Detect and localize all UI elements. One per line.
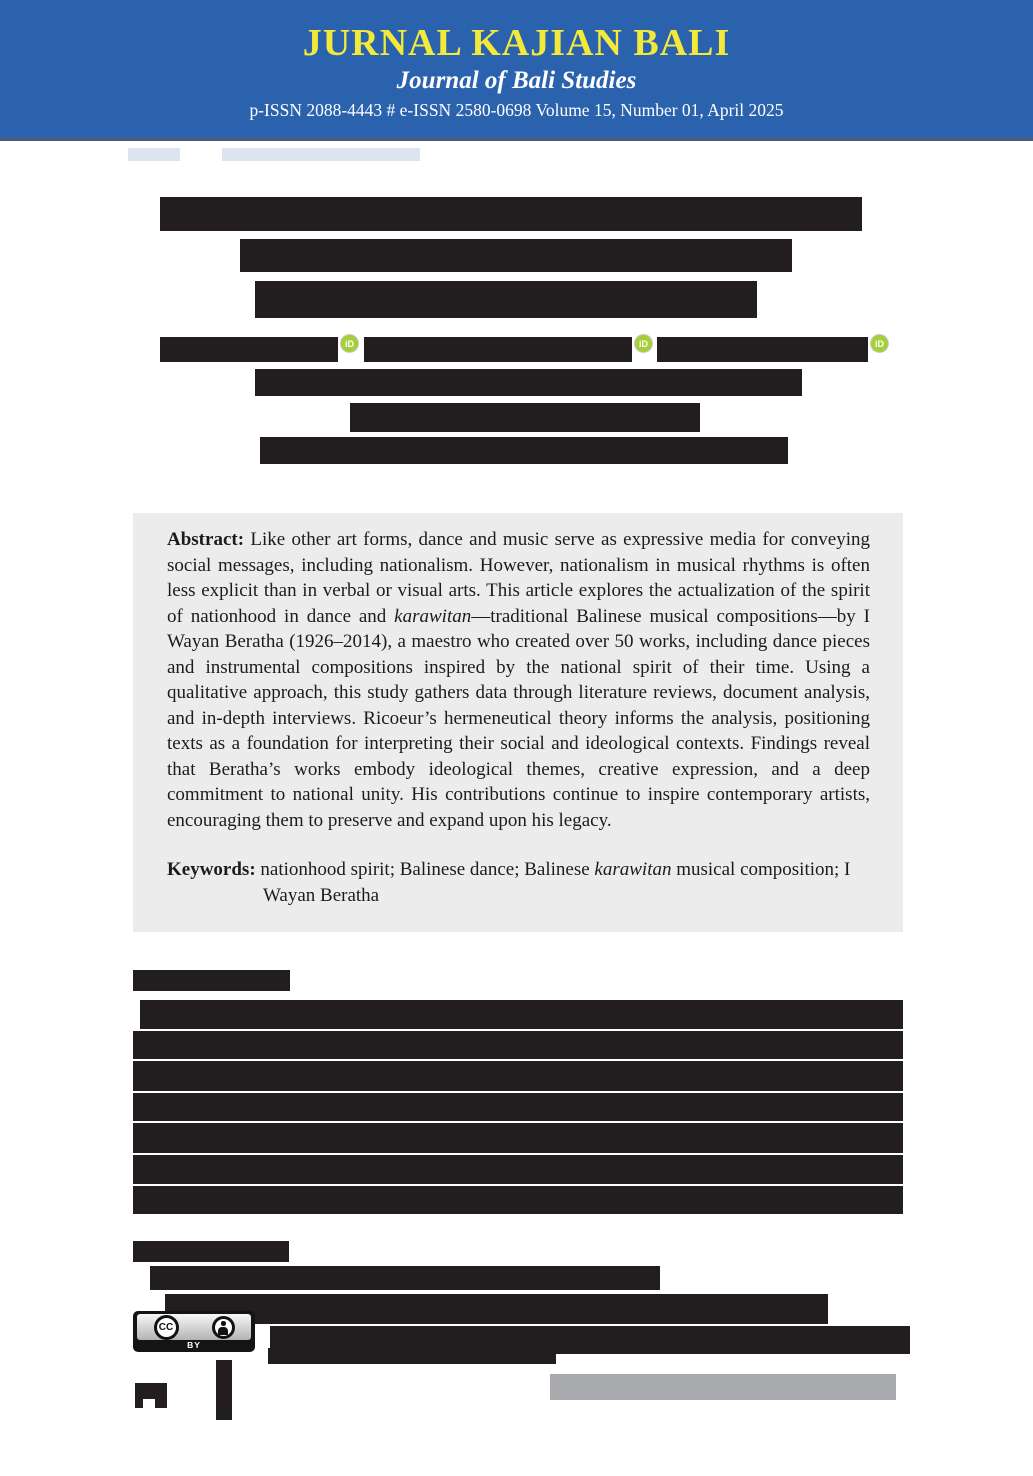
keywords-text <box>167 857 870 908</box>
redacted-text-block <box>133 1186 903 1214</box>
redacted-text-block <box>222 148 420 161</box>
orcid-icon[interactable]: iD <box>635 335 652 352</box>
journal-subtitle: Journal of Bali Studies <box>396 66 637 94</box>
redacted-text-block <box>133 1061 903 1091</box>
abstract-box <box>133 513 903 932</box>
cc-by-label: BY <box>187 1340 201 1350</box>
redacted-text-block <box>140 1000 903 1029</box>
redacted-text-block <box>657 337 868 362</box>
journal-issn-line: p-ISSN 2088-4443 # e-ISSN 2580-0698 Volume 15, Number 01, April 2025 <box>249 100 784 121</box>
abstract-body-start: Like other art forms, dance and music serve as expressive media for conveying social messages, including nationalism. However, nationalism in musical rhythms is often less explicit than in verbal or visual arts. This article explores the actualization of the spirit of nationhood in dance and <box>167 529 870 627</box>
abstract-body-end: —traditional Balinese musical compositions—by I Wayan Beratha (1926–2014), a maestro who created over 50 works, including dance pieces and instrumental compositions inspired by the national spirit of their time. Using a qualitative approach, this study gathers data through literature reviews, document analysis, and in-depth interviews. Ricoeur’s hermeneutical theory informs the analysis, positioning texts as a foundation for interpreting their social and ideological contexts. Findings reveal that Beratha’s works embody ideological themes, creative expression, and a deep commitment to national unity. His contributions continue to inspire contemporary artists, encouraging them to preserve and expand upon his legacy. <box>167 605 870 831</box>
redacted-text-block <box>160 337 338 362</box>
redacted-text-block <box>550 1374 896 1400</box>
redacted-text-block <box>133 1031 903 1059</box>
cc-logo-icon: CC <box>154 1315 179 1340</box>
redacted-text-block <box>350 403 700 432</box>
redacted-text-block <box>143 1399 155 1408</box>
keywords-body-end: musical composition; I Wayan Beratha <box>263 859 851 906</box>
abstract-label: Abstract: <box>167 529 245 550</box>
redacted-text-block <box>150 1266 660 1290</box>
abstract-text <box>167 527 870 833</box>
orcid-icon[interactable]: iD <box>341 335 358 352</box>
redacted-text-block <box>260 437 788 464</box>
redacted-text-block <box>255 281 757 318</box>
redacted-text-block <box>133 970 290 991</box>
redacted-text-block <box>364 337 632 362</box>
keywords-label: Keywords: <box>167 859 256 880</box>
redacted-text-block <box>133 1123 903 1153</box>
keywords-body-start: nationhood spirit; Balinese dance; Balinese <box>255 859 595 880</box>
journal-header <box>0 0 1033 141</box>
cc-badge-inner <box>137 1314 251 1340</box>
redacted-text-block <box>240 239 792 272</box>
redacted-text-block <box>128 148 180 161</box>
redacted-text-block <box>133 1241 289 1262</box>
journal-title: JURNAL KAJIAN BALI <box>302 22 731 64</box>
redacted-text-block <box>133 1155 903 1184</box>
keywords-italic-term: karawitan <box>594 859 672 880</box>
redacted-text-block <box>255 369 802 396</box>
redacted-text-block <box>216 1360 232 1420</box>
redacted-text-block <box>160 197 862 231</box>
abstract-italic-term: karawitan <box>394 605 472 627</box>
orcid-icon[interactable]: iD <box>871 335 888 352</box>
redacted-text-block <box>165 1294 828 1324</box>
redacted-text-block <box>268 1348 556 1364</box>
redacted-text-block <box>133 1093 903 1121</box>
cc-by-license-badge[interactable] <box>133 1311 255 1352</box>
attribution-person-icon <box>212 1316 235 1339</box>
